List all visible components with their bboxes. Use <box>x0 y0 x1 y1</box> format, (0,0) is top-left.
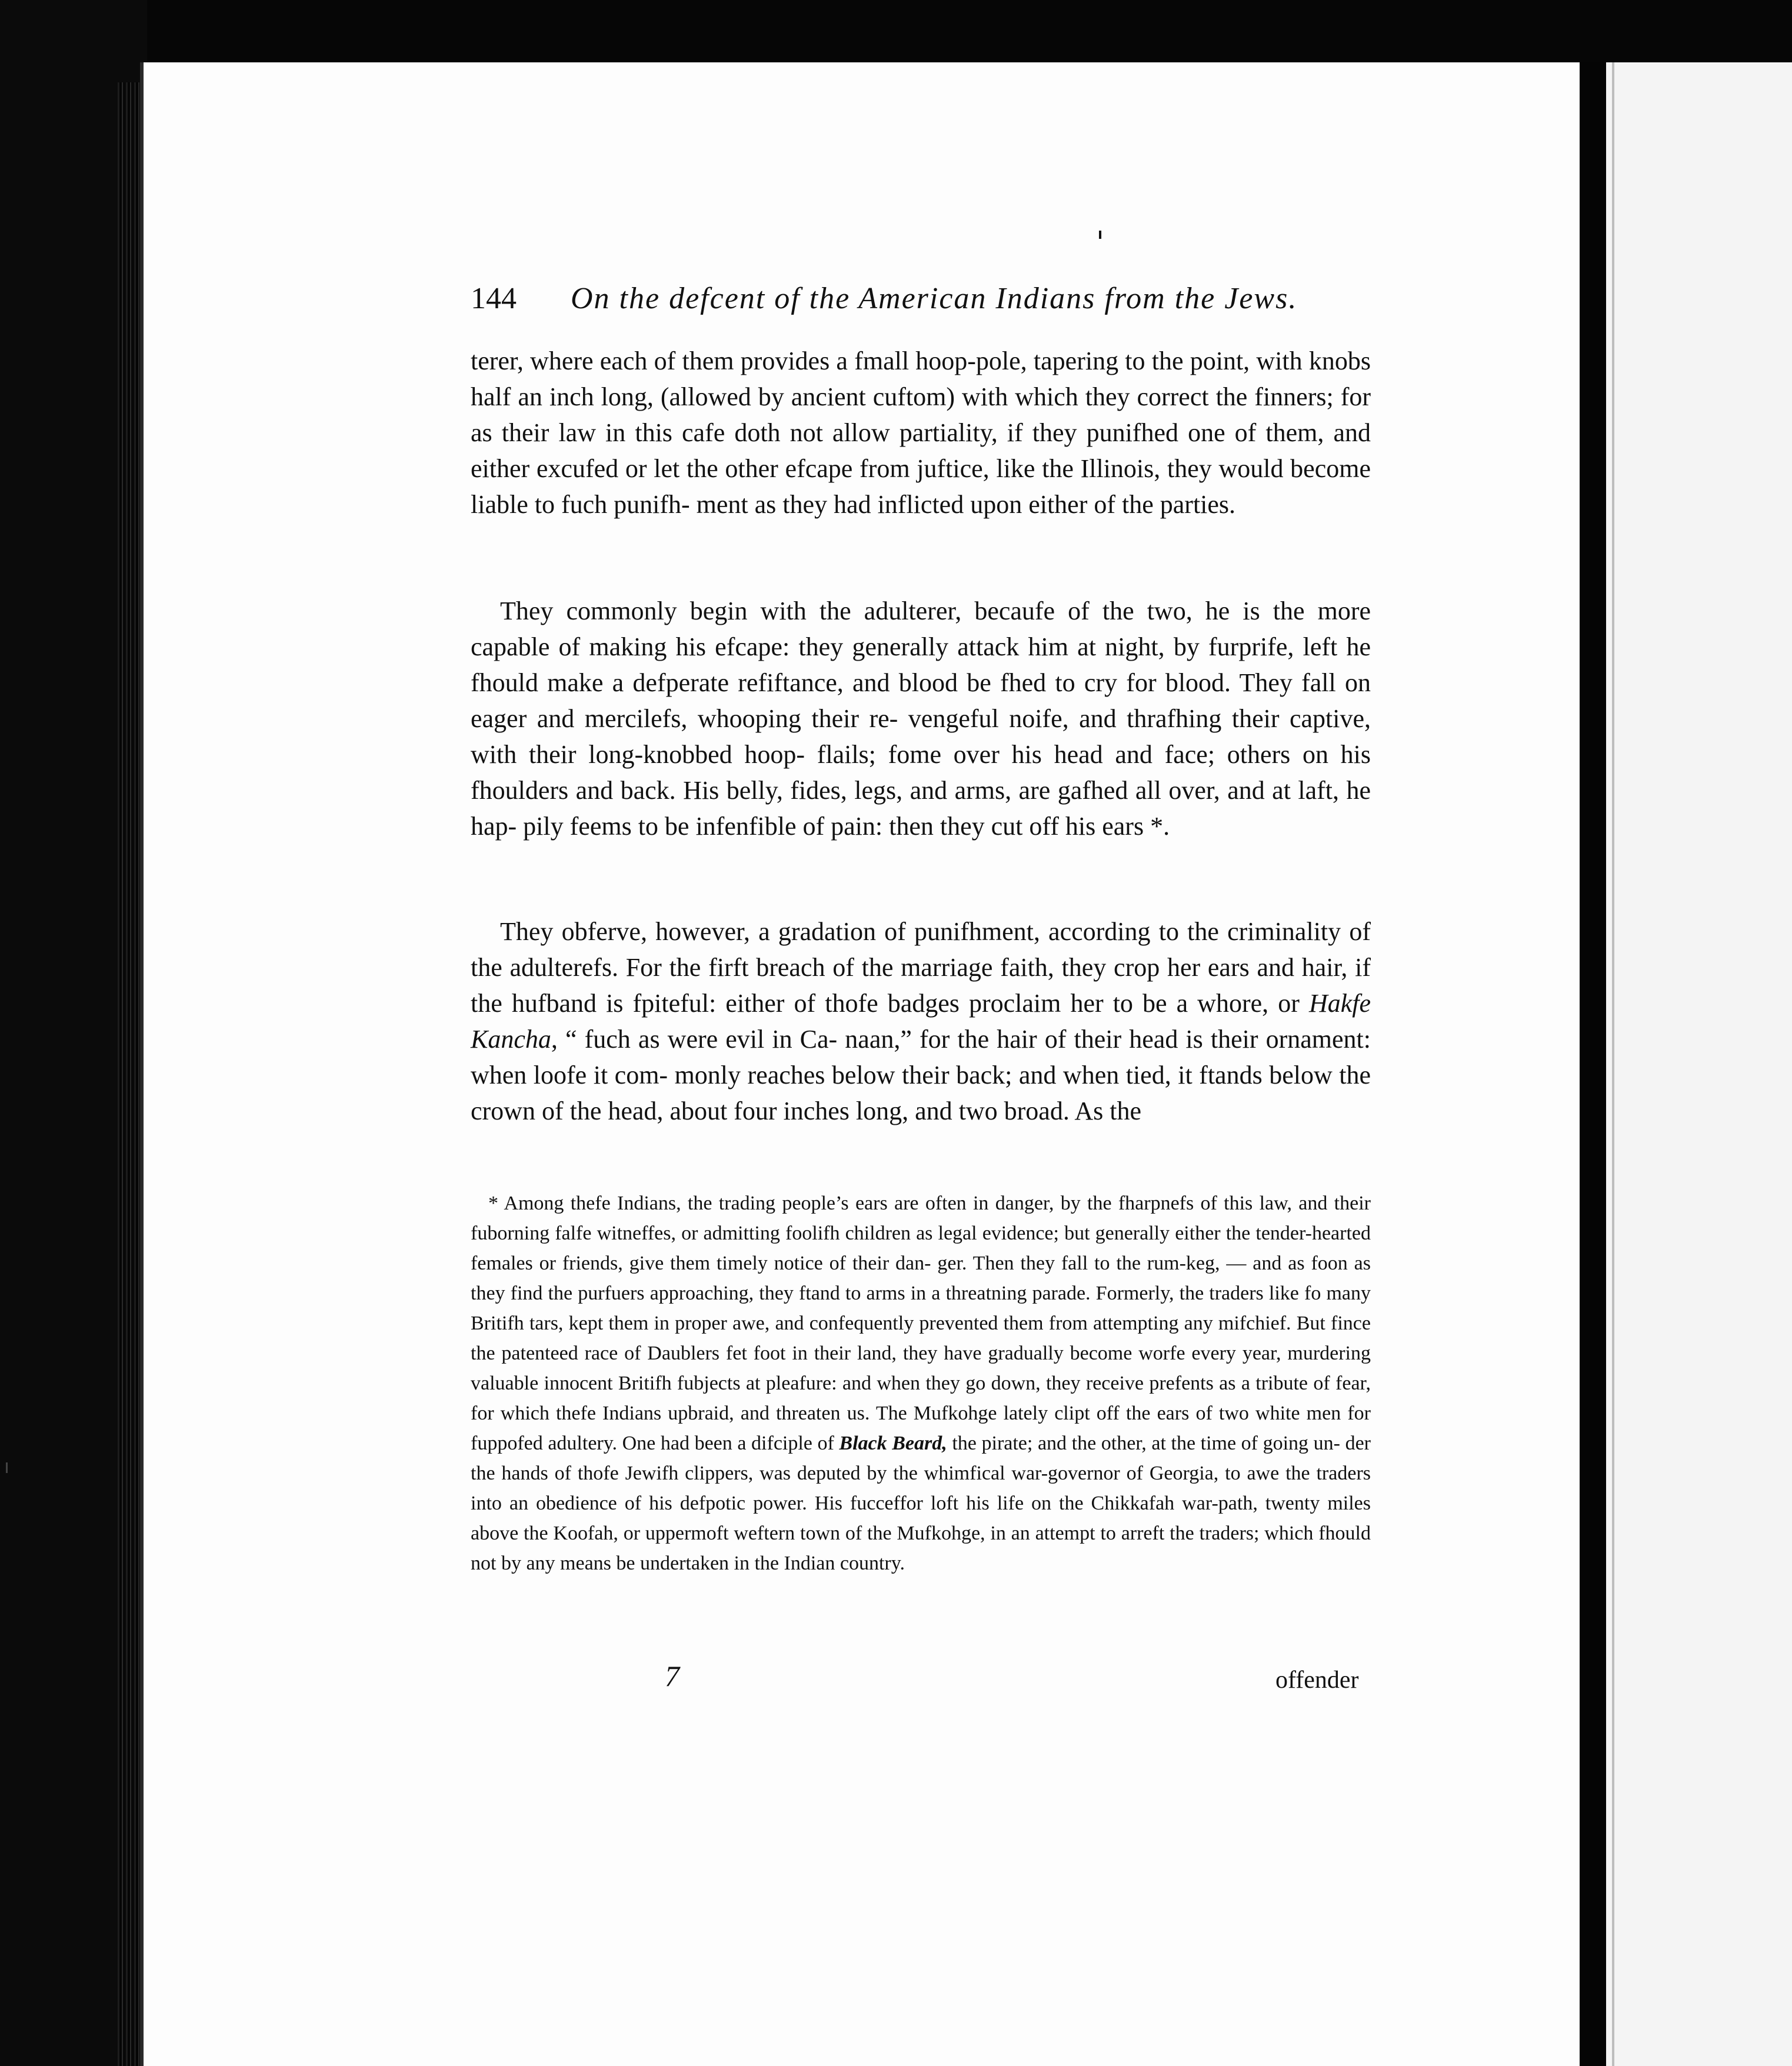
scan-speck <box>6 1462 8 1473</box>
body-paragraph <box>471 914 1371 1129</box>
paragraph-text: They obferve, however, a gradation of punifhment, according to the criminality of the adulterefs. For the firft breach of the marriage faith, they crop her ears and hair, if the hufband is fpiteful: either of thofe badges proclaim her to be a whore, or <box>471 917 1371 1018</box>
footnote-text: * Among thefe Indians, the trading people’s ears are often in danger, by the fharpnefs of this law, and their fuborning falfe witneffes, or admitting foolifh children as legal evidence; but generally either the tender-hearted females or friends, give them timely notice of their dan- ger. Then they fall to the rum-keg, — and as foon as they find the purfuers approaching, they ftand to arms in a threatning parade. Formerly, the traders like fo many Britifh tars, kept them in proper awe, and confequently prevented them from attempting any mifchief. But fince the patenteed race of Daublers fet foot in their land, they have gradually become worfe every year, murdering valuable innocent Britifh fubjects at pleafure: and when they go down, they receive prefents as a tribute of fear, for which thefe Indians upbraid, and threaten us. The Mufkohge lately clipt off the ears of two white men for fuppofed adultery. One had been a difciple of <box>471 1192 1371 1454</box>
footnote <box>471 1188 1371 1578</box>
running-head <box>471 281 1312 322</box>
body-paragraph <box>471 593 1371 844</box>
page-number: 144 <box>471 282 517 315</box>
paragraph-text: terer, where each of them provides a fmall hoop-pole, tapering to the point, with knobs half an inch long, (allowed by ancient cuftom) with which they correct the finners; for as their law in this cafe doth not allow partiality, if they punifhed one of them, and either excufed or let the other efcape from juftice, like the Illinois, they would become liable to fuch punifh- ment as they had inflicted upon either of the parties. <box>471 346 1371 519</box>
footnote-italic: Black Beard, <box>839 1432 947 1454</box>
catchword: offender <box>1275 1667 1359 1694</box>
italic-phrase: Hakfe Kancha <box>471 989 1371 1054</box>
running-title: On the defcent of the American Indians from the Jews. <box>571 282 1298 315</box>
paragraph-text: They commonly begin with the adulterer, becaufe of the two, he is the more capable of making his efcape: they generally attack him at night, by furprife, left he fhould make a defperate refiftance, and blood be fhed to cry for blood. They fall on eager and mercilefs, whooping their re- vengeful noife, and thrafhing their captive, with their long-knobbed hoop- flails; fome over his head and face; others on his fhoulders and back. His belly, fides, legs, and arms, are gafhed all over, and at laft, he hap- pily feems to be infenfible of pain: then they cut off his ears *. <box>471 597 1371 841</box>
scan-speck <box>1099 231 1101 239</box>
book-spine-edge <box>118 82 141 2066</box>
page-gutter <box>1580 62 1606 2066</box>
paragraph-text: , “ fuch as were evil in Ca- naan,” for the hair of their head is their ornament: when loofe it com- monly reaches below their back; and when tied, it ftands below the crown of the head, about four inches long, and two broad. As the <box>471 1025 1371 1125</box>
footnote-text: the pirate; and the other, at the time of going un- der the hands of thofe Jewifh clippers, was deputed by the whimfical war-governor of Georgia, to awe the traders into an obedience of his defpotic power. His fucceffor loft his life on the Chikkafah war-path, twenty miles above the Koofah, or uppermoft weftern town of the Mufkohge, in an attempt to arreft the traders; which fhould not by any means be undertaken in the Indian country. <box>471 1432 1371 1574</box>
body-paragraph <box>471 343 1371 522</box>
facing-page-border <box>1612 62 1614 2066</box>
signature-mark: 7 <box>665 1660 680 1692</box>
facing-page-edge <box>1606 62 1792 2066</box>
